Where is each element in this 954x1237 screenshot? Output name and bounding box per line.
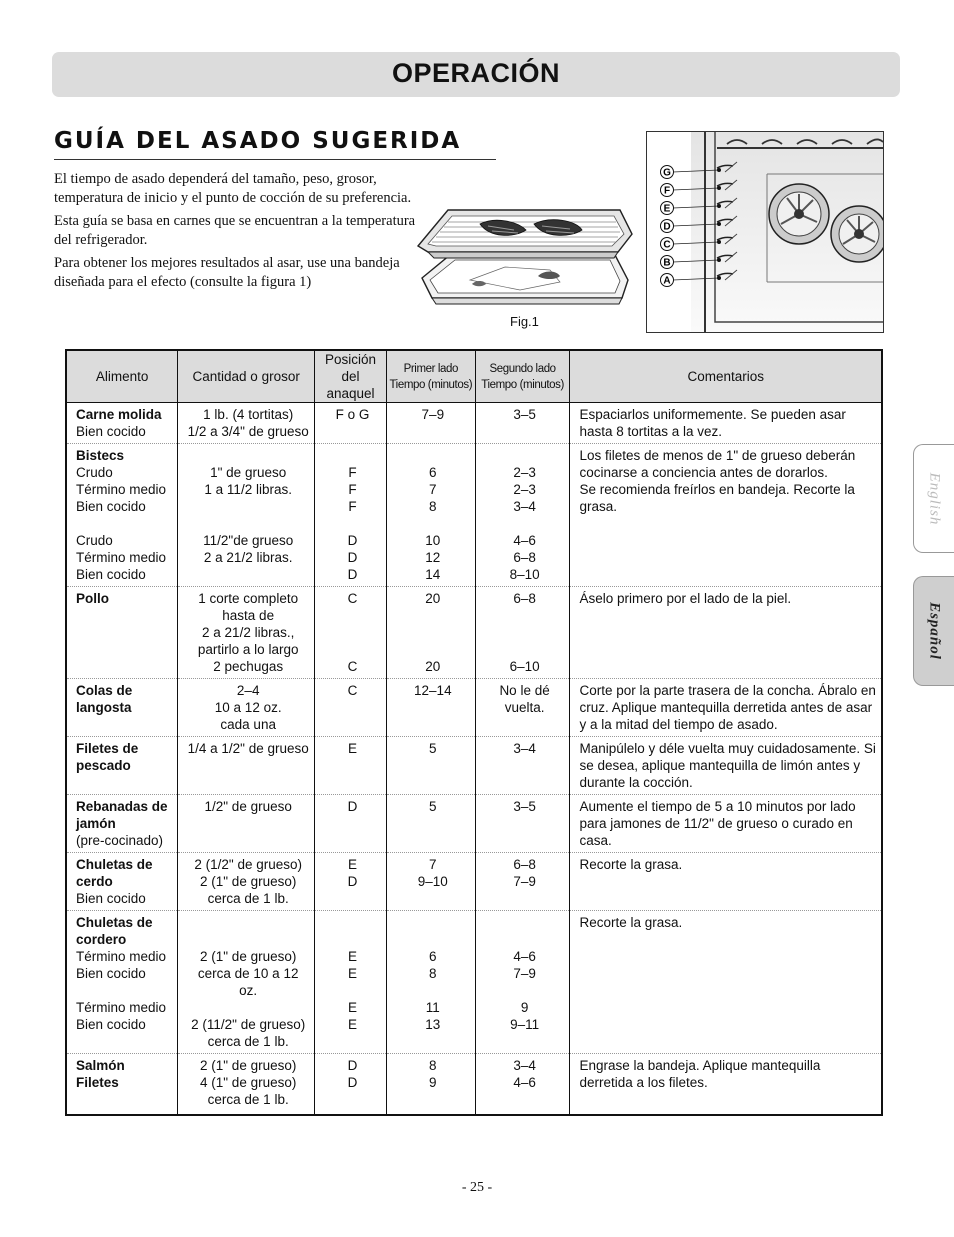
rack-position: F o G — [335, 407, 370, 422]
doneness-label: Crudo — [76, 533, 113, 548]
comment-text: Recorte la grasa. — [579, 857, 683, 872]
comment-text: Corte por la parte trasera de la concha. Ábralo en cruz. Aplique mantequilla derretida antes de asar y a la mitad del tiempo de asado. — [579, 683, 876, 732]
second-side-time-cell — [475, 911, 570, 1054]
broiler-pan-illustration — [410, 200, 635, 315]
comment-text: Manipúlelo y déle vuelta muy cuidadosamente. Si se desea, aplique mantequilla de limón antes y durante la cocción. — [579, 741, 876, 790]
tab-english-label: English — [926, 472, 943, 525]
quantity-line: 1/2" de grueso — [204, 799, 292, 814]
second-side-time — [485, 641, 565, 658]
second-side-time: 9–11 — [510, 1017, 540, 1032]
first-side-time: 9 — [429, 1075, 437, 1090]
second-side-time: 3–5 — [513, 407, 536, 422]
convection-fan-left — [769, 184, 829, 244]
rack-position: F — [348, 499, 357, 514]
quantity-line: 10 a 12 oz. — [214, 700, 282, 715]
second-side-time — [485, 515, 565, 532]
tab-espanol-label: Español — [926, 602, 943, 660]
intro-text — [54, 170, 424, 296]
column-header-second-side-time: Segundo lado Tiempo (minutos) — [475, 350, 570, 403]
quantity-line: 2 pechugas — [213, 659, 284, 674]
quantity-line: 11/2"de grueso — [203, 533, 294, 548]
first-side-time: 11 — [425, 1000, 440, 1015]
second-side-time: 4–6 — [513, 1075, 536, 1090]
second-side-time: 4–6 — [513, 949, 536, 964]
first-side-time — [396, 607, 470, 624]
first-side-time: 7 — [429, 857, 437, 872]
first-side-time: 7 — [429, 482, 437, 497]
table-row — [66, 737, 882, 795]
quantity-cell — [178, 795, 315, 853]
doneness-label: Bien cocido — [76, 891, 146, 906]
quantity-line: 2 (11/2" de grueso) — [191, 1017, 306, 1032]
intro-paragraph-1: El tiempo de asado dependerá del tamaño, peso, grosor, temperatura de inicio y el punto de cocción de su preferencia. — [54, 171, 412, 206]
first-side-time: 5 — [429, 799, 437, 814]
quantity-line — [187, 931, 309, 948]
food-name: langosta — [76, 700, 132, 715]
rack-position: C — [347, 591, 358, 606]
first-side-time: 10 — [425, 533, 441, 548]
table-row — [66, 853, 882, 911]
second-side-time: 3–4 — [513, 499, 536, 514]
rack-position — [324, 607, 381, 624]
second-side-time — [485, 931, 565, 948]
doneness-label: (pre-cocinado) — [76, 833, 164, 848]
rack-position: E — [347, 857, 357, 872]
comments-cell — [570, 587, 882, 679]
rack-position-cell — [315, 911, 387, 1054]
rack-position — [324, 641, 381, 658]
rack-position: E — [347, 1000, 357, 1015]
rack-position-cell — [315, 795, 387, 853]
second-side-time-cell — [475, 853, 570, 911]
first-side-time: 14 — [425, 567, 441, 582]
rack-label-f: F — [663, 185, 671, 197]
second-side-time: vuelta. — [504, 700, 545, 715]
quantity-line: 2 (1/2" de grueso) — [194, 857, 302, 872]
rack-position: C — [347, 659, 358, 674]
quantity-line: cerca de 1 lb. — [207, 891, 289, 906]
rack-label-e: E — [663, 203, 671, 215]
rack-position: D — [347, 1075, 358, 1090]
doneness-label: Crudo — [76, 465, 113, 480]
food-name: Chuletas de — [76, 915, 153, 930]
rack-label-c: C — [663, 239, 671, 251]
intro-paragraph-2: Esta guía se basa en carnes que se encuentran a la temperatura del refrigerador. — [54, 213, 416, 248]
second-side-time — [485, 447, 565, 464]
food-name: Salmón — [76, 1058, 125, 1073]
second-side-time: 2–3 — [513, 465, 536, 480]
food-name: Filetes de — [76, 741, 139, 756]
rack-label-b: B — [663, 257, 671, 269]
doneness-label: Término medio — [76, 949, 167, 964]
second-side-time: 3–5 — [513, 799, 536, 814]
second-side-time: 7–9 — [513, 966, 536, 981]
section-heading: GUÍA DEL ASADO SUGERIDA — [54, 128, 462, 154]
comment-text: Engrase la bandeja. Aplique mantequilla derretida a los filetes. — [579, 1058, 821, 1090]
comments-cell — [570, 403, 882, 444]
tab-espanol[interactable] — [913, 576, 954, 686]
quantity-line — [187, 914, 309, 931]
first-side-time — [396, 447, 470, 464]
first-side-time — [396, 931, 470, 948]
broiler-grid-top — [418, 210, 632, 258]
table-row — [66, 403, 882, 444]
comment-text: Los filetes de menos de 1" de grueso deberán cocinarse a conciencia antes de dorarlos. — [579, 448, 856, 480]
comments-cell — [570, 1054, 882, 1116]
comments-cell — [570, 737, 882, 795]
comments-cell — [570, 853, 882, 911]
first-side-time-cell — [386, 737, 475, 795]
rack-position: D — [347, 799, 358, 814]
rack-position: E — [347, 1017, 357, 1032]
second-side-time-cell — [475, 737, 570, 795]
second-side-time-cell — [475, 795, 570, 853]
second-side-time — [485, 914, 565, 931]
first-side-time-cell — [386, 1054, 475, 1116]
comments-cell — [570, 795, 882, 853]
rack-label-d: D — [663, 221, 671, 233]
first-side-time-cell — [386, 403, 475, 444]
quantity-line: 2 a 21/2 libras. — [203, 550, 293, 565]
doneness-label: Bien cocido — [76, 424, 146, 439]
quantity-line: cada una — [220, 717, 276, 732]
column-header-food: Alimento — [66, 350, 178, 403]
first-side-time-cell — [386, 853, 475, 911]
oven-interior-drawing — [647, 132, 883, 332]
column-header-quantity: Cantidad o grosor — [178, 350, 315, 403]
first-side-time: 8 — [429, 499, 437, 514]
quantity-line: 1 lb. (4 tortitas) — [203, 407, 294, 422]
food-name: cordero — [76, 932, 127, 947]
second-side-time: 9 — [520, 1000, 529, 1015]
quantity-line: hasta de — [222, 608, 275, 623]
second-side-time — [485, 624, 565, 641]
doneness-label: Término medio — [76, 550, 167, 565]
food-cell — [66, 737, 178, 795]
second-side-time: 3–4 — [513, 741, 536, 756]
broiling-guide-table — [65, 349, 883, 1116]
quantity-line: cerca de 1 lb. — [207, 1034, 289, 1049]
quantity-cell — [178, 587, 315, 679]
food-cell — [66, 1054, 178, 1116]
quantity-line: cerca de 1 lb. — [207, 1092, 289, 1107]
doneness-label — [76, 982, 172, 999]
food-cell — [66, 853, 178, 911]
second-side-time: No le dé — [499, 683, 550, 698]
quantity-line: 1" de grueso — [210, 465, 287, 480]
first-side-time-cell — [386, 444, 475, 587]
second-side-time: 2–3 — [513, 482, 536, 497]
food-name: jamón — [76, 816, 116, 831]
food-name: Pollo — [76, 591, 109, 606]
first-side-time-cell — [386, 911, 475, 1054]
quantity-line: cerca de 10 a 12 oz. — [197, 966, 299, 998]
quantity-cell — [178, 444, 315, 587]
table-row — [66, 795, 882, 853]
table-row — [66, 911, 882, 1054]
quantity-line: 1/4 a 1/2" de grueso — [187, 741, 309, 756]
rack-position — [324, 515, 381, 532]
first-side-time — [396, 624, 470, 641]
food-cell — [66, 587, 178, 679]
first-side-time: 6 — [429, 465, 437, 480]
quantity-line: partirlo a lo largo — [197, 642, 299, 657]
oven-rack-diagram — [646, 131, 884, 333]
quantity-line: 1 corte completo — [198, 591, 299, 606]
second-side-time: 6–8 — [513, 550, 536, 565]
comment-text: Espaciarlos uniformemente. Se pueden asar hasta 8 tortitas a la vez. — [579, 407, 846, 439]
rack-position — [324, 447, 381, 464]
quantity-line: 2 a 21/2 libras., — [202, 625, 295, 640]
first-side-time — [396, 641, 470, 658]
figure-caption: Fig.1 — [510, 314, 539, 329]
rack-position-cell — [315, 444, 387, 587]
table-row — [66, 679, 882, 737]
rack-position-cell — [315, 737, 387, 795]
doneness-label: Bien cocido — [76, 567, 146, 582]
doneness-label: Término medio — [76, 482, 167, 497]
food-cell — [66, 911, 178, 1054]
first-side-time — [396, 982, 470, 999]
food-cell — [66, 403, 178, 444]
rack-position-cell — [315, 587, 387, 679]
first-side-time — [396, 914, 470, 931]
first-side-time: 12 — [425, 550, 441, 565]
page-number: - 25 - — [461, 1180, 493, 1195]
comment-text: Se recomienda freírlos en bandeja. Recorte la grasa. — [579, 482, 855, 514]
quantity-cell — [178, 853, 315, 911]
intro-paragraph-3: Para obtener los mejores resultados al asar, use una bandeja diseñada para el efecto (consulte la figura 1) — [54, 255, 400, 290]
rack-label-g: G — [663, 167, 671, 179]
quantity-cell — [178, 911, 315, 1054]
first-side-time: 5 — [429, 741, 437, 756]
food-cell — [66, 795, 178, 853]
second-side-time-cell — [475, 587, 570, 679]
quantity-line — [187, 515, 309, 532]
table-body — [66, 403, 882, 1116]
table-row — [66, 444, 882, 587]
food-cell — [66, 444, 178, 587]
column-header-first-side-time: Primer lado Tiempo (minutos) — [386, 350, 475, 403]
heading-underline — [54, 159, 496, 160]
quantity-line: 1 a 11/2 libras. — [204, 482, 292, 497]
second-side-time: 7–9 — [513, 874, 536, 889]
second-side-time-cell — [475, 444, 570, 587]
food-name: cerdo — [76, 874, 113, 889]
rack-position: D — [347, 533, 358, 548]
quantity-line: 2–4 — [236, 683, 260, 698]
rack-position-cell — [315, 403, 387, 444]
comments-cell — [570, 444, 882, 587]
rack-position-cell — [315, 1054, 387, 1116]
first-side-time-cell — [386, 587, 475, 679]
broiler-pan-bottom — [422, 255, 628, 304]
quantity-cell — [178, 403, 315, 444]
rack-position: E — [347, 741, 357, 756]
rack-position: C — [347, 683, 358, 698]
column-header-comments: Comentarios — [570, 350, 882, 403]
quantity-line: 1/2 a 3/4" de grueso — [187, 424, 309, 439]
column-header-rack-position: Posición del anaquel — [315, 350, 387, 403]
rack-position-cell — [315, 853, 387, 911]
first-side-time: 13 — [425, 1017, 441, 1032]
table-header-row — [66, 350, 882, 403]
first-side-time: 20 — [425, 659, 441, 674]
rack-position: D — [347, 567, 358, 582]
second-side-time: 4–6 — [513, 533, 536, 548]
second-side-time — [485, 607, 565, 624]
second-side-time: 8–10 — [509, 567, 540, 582]
quantity-cell — [178, 679, 315, 737]
comment-text: Recorte la grasa. — [579, 915, 683, 930]
food-name: Filetes — [76, 1075, 119, 1090]
rack-position — [324, 931, 381, 948]
first-side-time-cell — [386, 795, 475, 853]
rack-position: F — [348, 482, 357, 497]
comment-text: Aumente el tiempo de 5 a 10 minutos por lado para jamones de 11/2" de grueso o curado en casa. — [579, 799, 856, 848]
quantity-line — [187, 566, 309, 583]
food-name: Carne molida — [76, 407, 162, 422]
table-row — [66, 587, 882, 679]
quantity-cell — [178, 737, 315, 795]
quantity-line: 2 (1" de grueso) — [200, 874, 297, 889]
section-banner — [52, 52, 900, 97]
quantity-line: 4 (1" de grueso) — [200, 1075, 297, 1090]
food-name: Rebanadas de — [76, 799, 168, 814]
rack-position: D — [347, 874, 358, 889]
food-name: Bistecs — [76, 448, 125, 463]
comment-text: Áselo primero por el lado de la piel. — [579, 591, 792, 606]
rack-position: E — [347, 949, 357, 964]
banner-title: OPERACIÓN — [391, 58, 561, 88]
rack-position — [324, 982, 381, 999]
table-row — [66, 1054, 882, 1116]
first-side-time: 8 — [429, 1058, 437, 1073]
food-name: Colas de — [76, 683, 133, 698]
second-side-time — [485, 982, 565, 999]
first-side-time: 20 — [425, 591, 441, 606]
food-name: Chuletas de — [76, 857, 153, 872]
rack-position — [324, 914, 381, 931]
second-side-time-cell — [475, 1054, 570, 1116]
rack-position — [324, 624, 381, 641]
food-name: pescado — [76, 758, 131, 773]
first-side-time: 8 — [429, 966, 437, 981]
second-side-time: 6–10 — [509, 659, 540, 674]
second-side-time-cell — [475, 403, 570, 444]
doneness-label: Bien cocido — [76, 1017, 146, 1032]
first-side-time: 6 — [429, 949, 437, 964]
rack-position: E — [347, 966, 357, 981]
second-side-time-cell — [475, 679, 570, 737]
rack-position: D — [347, 550, 358, 565]
quantity-cell — [178, 1054, 315, 1116]
first-side-time — [396, 515, 470, 532]
second-side-time: 6–8 — [513, 857, 536, 872]
quantity-line — [187, 498, 309, 515]
tab-english[interactable] — [913, 444, 954, 553]
rack-position: F — [348, 465, 357, 480]
first-side-time: 9–10 — [417, 874, 448, 889]
first-side-time: 7–9 — [421, 407, 445, 422]
comments-cell — [570, 679, 882, 737]
doneness-label: Bien cocido — [76, 966, 146, 981]
doneness-label — [76, 515, 172, 532]
doneness-label: Bien cocido — [76, 499, 146, 514]
rack-position: D — [347, 1058, 358, 1073]
quantity-line — [187, 999, 309, 1016]
second-side-time: 3–4 — [513, 1058, 536, 1073]
rack-position-cell — [315, 679, 387, 737]
convection-fan-right — [831, 206, 883, 262]
quantity-line: 2 (1" de grueso) — [200, 1058, 297, 1073]
quantity-line — [187, 447, 309, 464]
food-cell — [66, 679, 178, 737]
doneness-label: Término medio — [76, 1000, 167, 1015]
second-side-time: 6–8 — [513, 591, 536, 606]
rack-label-a: A — [663, 275, 671, 287]
quantity-line: 2 (1" de grueso) — [200, 949, 297, 964]
first-side-time: 12–14 — [414, 683, 452, 698]
comments-cell — [570, 911, 882, 1054]
first-side-time-cell — [386, 679, 475, 737]
